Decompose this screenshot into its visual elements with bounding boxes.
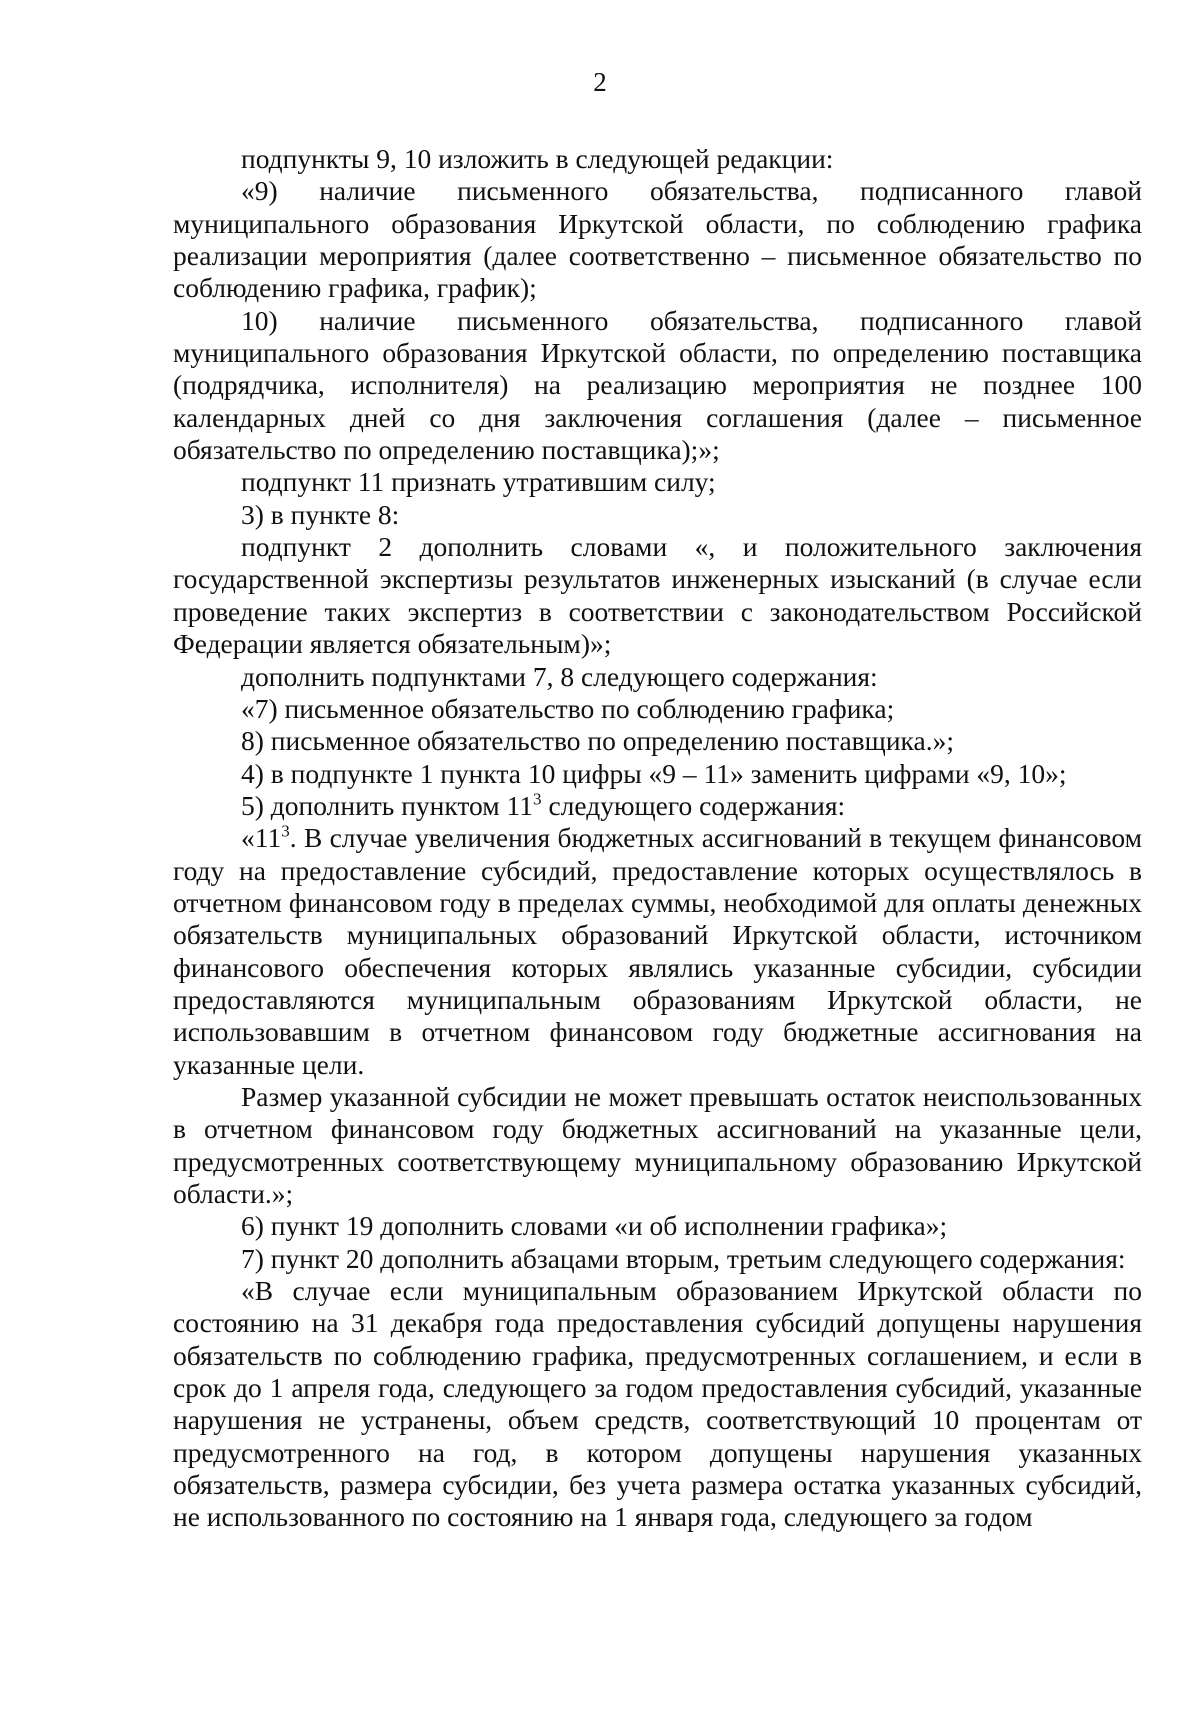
superscript: 3 (533, 789, 542, 809)
paragraph: 3) в пункте 8: (241, 498, 400, 530)
document-body (173, 143, 1142, 1534)
paragraph: Размер указанной субсидии не может превышать остаток неиспользованных в отчетном финансовом году бюджетных ассигнований на указанные цели, предусмотренных соответствующему муниципальному образованию Иркутской области.»; (173, 1080, 1142, 1209)
paragraph: 10) наличие письменного обязательства, подписанного главой муниципального образования Иркутской области, по определению поставщика (подрядчика, исполнителя) на реализацию мероприятия не позднее 100 календарных дней со дня заключения соглашения (далее – письменное обязательство по определению поставщика);»; (173, 304, 1142, 466)
paragraph-text: . В случае увеличения бюджетных ассигнований в текущем финансовом году на предоставление субсидий, предоставление которых осуществлялось в отчетном финансовом году в пределах суммы, необходимой для оплаты денежных обязательств муниципальных образований Иркутской области, источником финансового обеспечения которых являлись указанные субсидии, субсидии предоставляются муниципальным образованиям Иркутской области, не использовавшим в отчетном финансовом году бюджетные ассигнования на указанные цели. (173, 822, 1142, 1080)
superscript: 3 (281, 821, 290, 841)
paragraph: подпункты 9, 10 изложить в следующей редакции: (241, 143, 834, 174)
paragraph: «В случае если муниципальным образованием Иркутской области по состоянию на 31 декабря года предоставления субсидий допущены нарушения обязательств по соблюдению графика, предусмотренных соглашением, и если в срок до 1 апреля года, следующего за годом предоставления субсидий, указанные нарушения не устранены, объем средств, соответствующий 10 процентам от предусмотренного на год, в котором допущены нарушения указанных обязательств, размера субсидии, без учета размера остатка указанных субсидий, не использованного по состоянию на 1 января года, следующего за годом (173, 1275, 1142, 1533)
paragraph: 8) письменное обязательство по определению поставщика.»; (241, 725, 954, 757)
paragraph (173, 790, 1142, 822)
paragraph: дополнить подпунктами 7, 8 следующего содержания: (241, 660, 878, 692)
paragraph: 7) пункт 20 дополнить абзацами вторым, третьим следующего содержания: (241, 1242, 1126, 1274)
paragraph-text: 5) дополнить пунктом 11 (241, 789, 534, 821)
paragraph: 6) пункт 19 дополнить словами «и об исполнении графика»; (241, 1210, 948, 1242)
paragraph: подпункт 2 дополнить словами «, и положительного заключения государственной экспертизы результатов инженерных изысканий (в случае если проведение таких экспертиз в соответствии с законодательством Российской Федерации является обязательным)»; (173, 531, 1142, 660)
page-number: 2 (593, 67, 607, 97)
paragraph (173, 822, 1142, 1081)
paragraph-text: «11 (241, 822, 282, 854)
paragraph: подпункт 11 признать утратившим силу; (241, 466, 716, 498)
paragraph: «9) наличие письменного обязательства, подписанного главой муниципального образования Иркутской области, по соблюдению графика реализации мероприятия (далее соответственно – письменное обязательство по соблюдению графика, график); (173, 175, 1142, 304)
paragraph-text: следующего содержания: (541, 789, 846, 821)
paragraph: 4) в подпункте 1 пункта 10 цифры «9 – 11» заменить цифрами «9, 10»; (241, 757, 1067, 789)
paragraph: «7) письменное обязательство по соблюдению графика; (241, 692, 895, 724)
